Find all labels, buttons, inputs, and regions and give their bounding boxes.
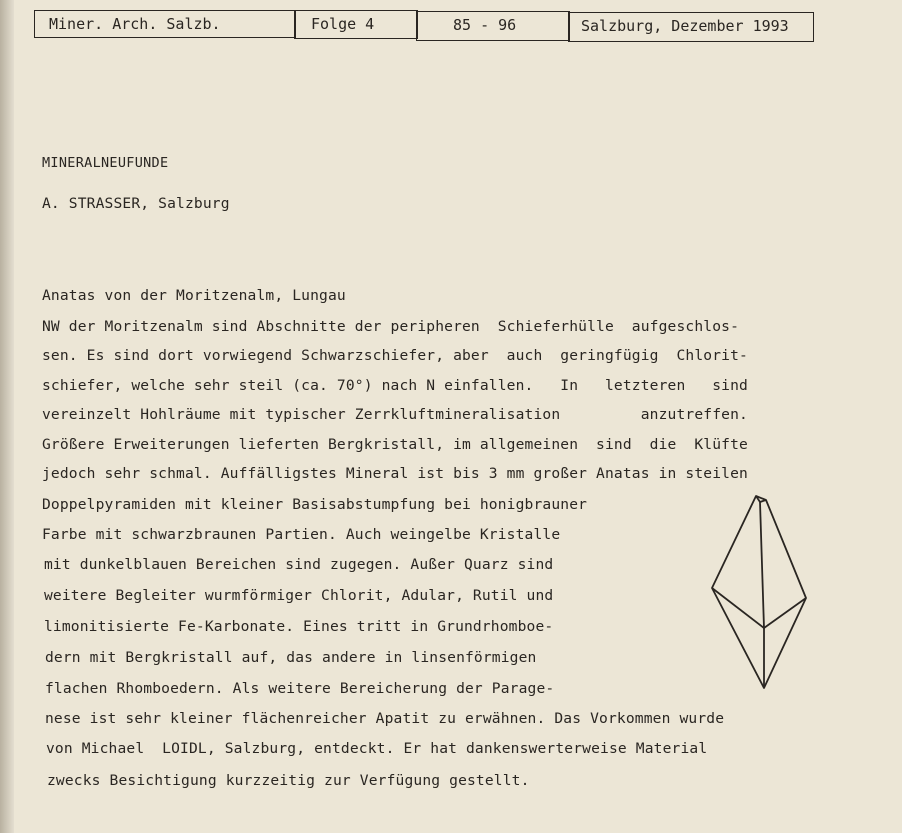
body-line: flachen Rhomboedern. Als weitere Bereicherung der Parage- xyxy=(45,680,555,697)
body-line: jedoch sehr schmal. Auffälligstes Mineral ist bis 3 mm großer Anatas in steilen xyxy=(42,465,748,482)
body-line: dern mit Bergkristall auf, das andere in linsenförmigen xyxy=(45,649,537,666)
body-line: limonitisierte Fe-Karbonate. Eines tritt in Grundrhomboe- xyxy=(44,618,554,635)
page-spine-shadow xyxy=(0,0,14,833)
body-line: schiefer, welche sehr steil (ca. 70°) nach N einfallen. In letzteren sind xyxy=(42,377,748,394)
body-line: Farbe mit schwarzbraunen Partien. Auch weingelbe Kristalle xyxy=(42,526,561,543)
article-subheading: Anatas von der Moritzenalm, Lungau xyxy=(42,287,346,304)
body-line: weitere Begleiter wurmförmiger Chlorit, Adular, Rutil und xyxy=(44,587,554,604)
body-line: Doppelpyramiden mit kleiner Basisabstumpfung bei honigbrauner xyxy=(42,496,588,513)
header-journal: Miner. Arch. Salzb. xyxy=(34,10,296,38)
journal-header xyxy=(34,10,814,56)
anatas-crystal-drawing xyxy=(700,490,820,695)
section-title: MINERALNEUFUNDE xyxy=(42,155,169,171)
body-line: zwecks Besichtigung kurzzeitig zur Verfügung gestellt. xyxy=(47,772,530,789)
body-line: mit dunkelblauen Bereichen sind zugegen. Außer Quarz sind xyxy=(44,556,554,573)
body-line: vereinzelt Hohlräume mit typischer Zerrkluftmineralisation anzutreffen. xyxy=(42,406,748,423)
body-line: Größere Erweiterungen lieferten Bergkristall, im allgemeinen sind die Klüfte xyxy=(42,436,748,453)
body-line: NW der Moritzenalm sind Abschnitte der peripheren Schieferhülle aufgeschlos- xyxy=(42,318,740,335)
body-line: von Michael LOIDL, Salzburg, entdeckt. Er hat dankenswerterweise Material xyxy=(46,740,708,757)
body-line: sen. Es sind dort vorwiegend Schwarzschiefer, aber auch geringfügig Chlorit- xyxy=(42,347,748,364)
crystal-outline xyxy=(712,496,806,688)
body-line: nese ist sehr kleiner flächenreicher Apatit zu erwähnen. Das Vorkommen wurde xyxy=(45,710,725,727)
header-pages: 85 - 96 xyxy=(416,11,570,41)
header-place-date: Salzburg, Dezember 1993 xyxy=(568,12,814,42)
header-series: Folge 4 xyxy=(294,10,418,39)
author-line: A. STRASSER, Salzburg xyxy=(42,195,230,212)
